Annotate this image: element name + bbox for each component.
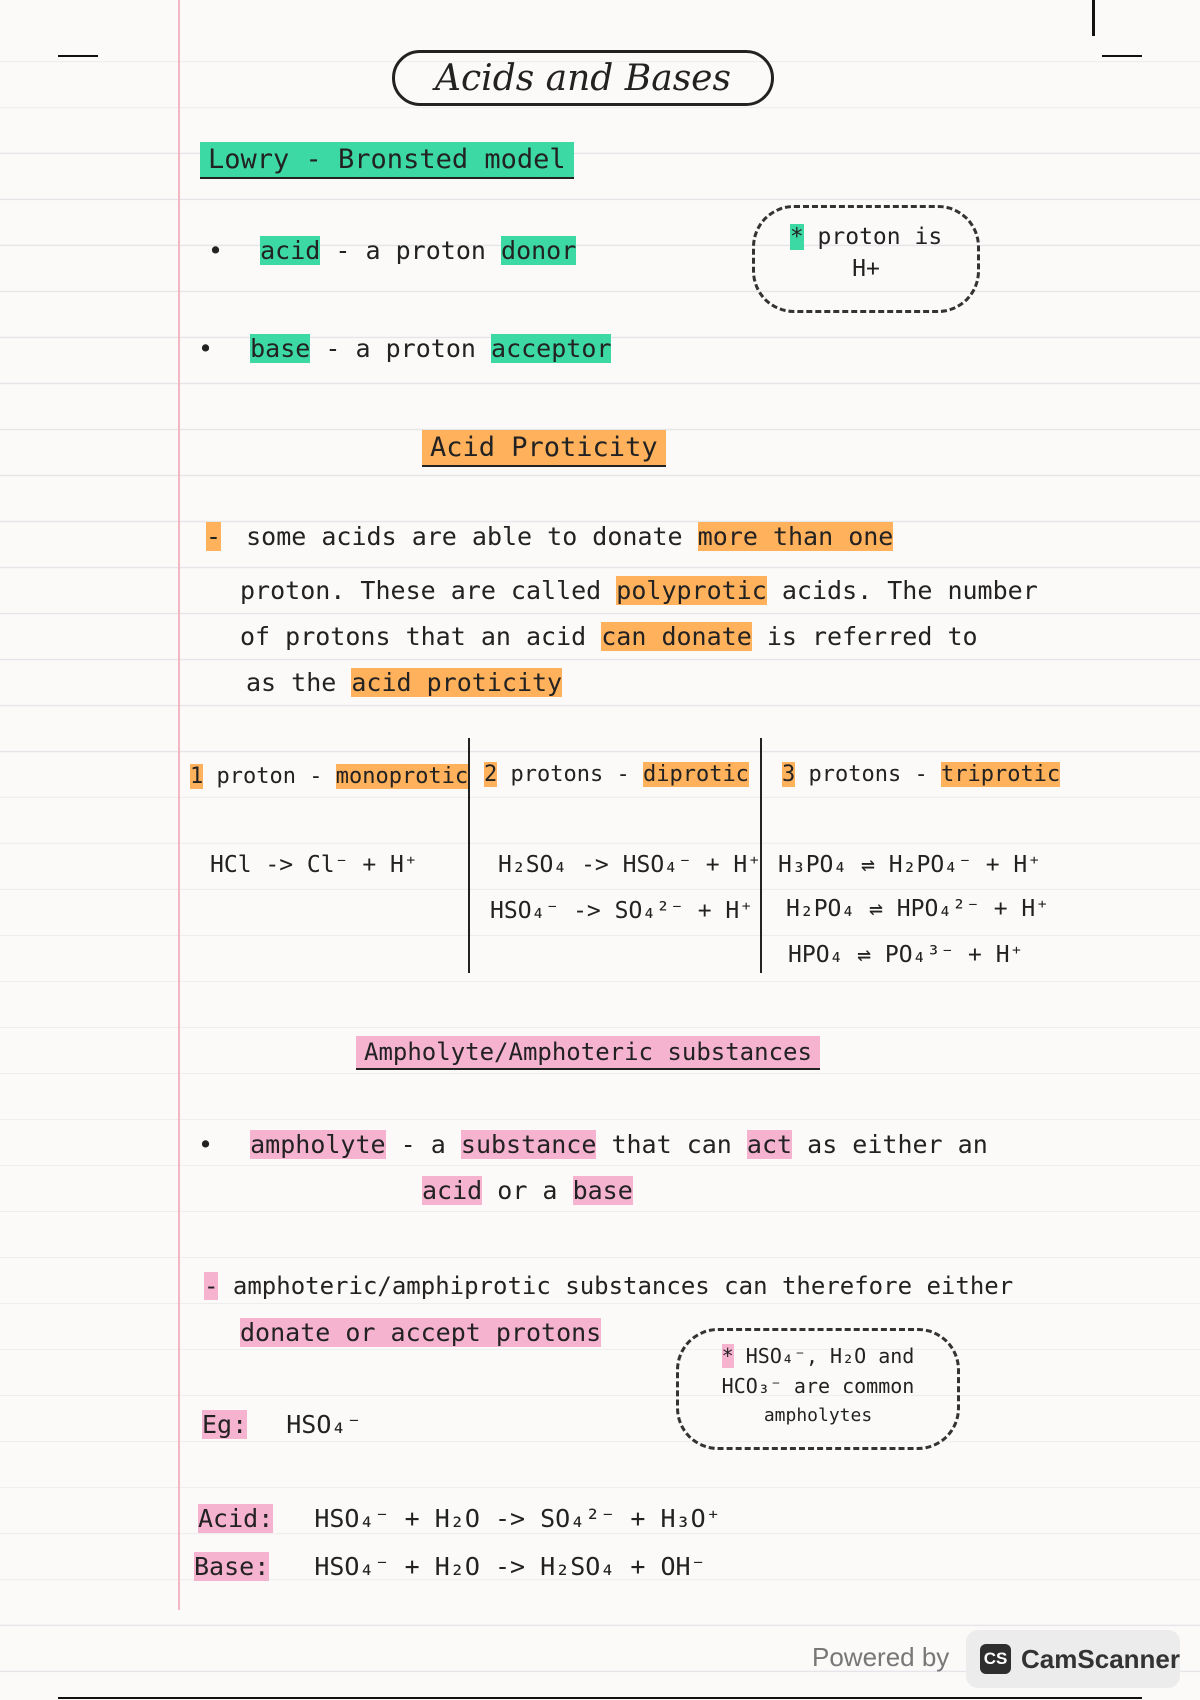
can-donate: can donate	[601, 622, 752, 651]
amphoteric-para-line1: - amphoteric/amphiprotic substances can therefore either	[204, 1272, 1014, 1300]
acid-reaction	[198, 1504, 721, 1533]
star-icon: *	[721, 1344, 734, 1368]
acid-proticity-heading: Acid Proticity	[422, 430, 666, 467]
proticity-para-line1: - some acids are able to donate more than one	[206, 522, 894, 551]
ampholytes-note-line2: HCO₃⁻ are common	[721, 1374, 915, 1398]
camscanner-badge[interactable]	[966, 1630, 1180, 1688]
ampholyte-heading: Ampholyte/Amphoteric substances	[356, 1036, 820, 1070]
proticity-para-line2: proton. These are called polyprotic acids. The number	[240, 576, 1038, 605]
diprotic-equation-2: HSO₄⁻ -> SO₄²⁻ + H⁺	[490, 898, 754, 924]
monoprotic-equation-1: HCl -> Cl⁻ + H⁺	[210, 852, 418, 878]
acid-donor: donor	[501, 236, 577, 265]
example-label: Eg:	[202, 1410, 248, 1439]
example-value: HSO₄⁻	[286, 1410, 362, 1439]
ampholyte-definition: • ampholyte - a substance that can act as either an	[198, 1130, 988, 1159]
amphoteric-para-line2	[240, 1318, 601, 1347]
acid-definition	[208, 236, 576, 265]
example-line	[202, 1410, 361, 1439]
bottom-edge-line	[58, 1697, 1142, 1699]
acid-reaction-label: Acid:	[198, 1504, 274, 1533]
ampholytes-note-line1: * HSO₄⁻, H₂O and	[721, 1344, 915, 1368]
proton-note-line1: * proton is	[789, 224, 943, 250]
act-term: act	[746, 1130, 793, 1159]
acid-word: acid	[422, 1176, 483, 1205]
polyprotic: polyprotic	[616, 576, 767, 605]
base-def-text: a proton	[355, 334, 476, 363]
lowry-bronsted-heading: Lowry - Bronsted model	[200, 142, 574, 179]
edge-mark-right	[1102, 55, 1142, 57]
camscanner-logo-icon: CS	[980, 1644, 1011, 1674]
donate-or-accept: donate or accept protons	[240, 1318, 602, 1347]
ampholytes-note-cloud	[676, 1328, 960, 1450]
star-icon: *	[789, 224, 804, 250]
base-definition	[198, 334, 611, 363]
base-dash: -	[325, 334, 341, 363]
proton-note-line2: H+	[852, 256, 880, 282]
acid-term: acid	[260, 236, 321, 265]
base-reaction-equation: HSO₄⁻ + H₂O -> H₂SO₄ + OH⁻	[314, 1552, 706, 1581]
base-word: base	[572, 1176, 633, 1205]
acid-proticity-term: acid proticity	[351, 668, 563, 697]
edge-mark-top	[1092, 0, 1095, 36]
acid-dash: -	[335, 236, 351, 265]
proticity-para-line4: as the acid proticity	[246, 668, 563, 697]
base-reaction-label: Base:	[194, 1552, 270, 1581]
triprotic-equation-2: H₂PO₄ ⇌ HPO₄²⁻ + H⁺	[786, 896, 1050, 922]
monoprotic-header: 1 proton - monoprotic	[190, 764, 469, 789]
ampholyte-term: ampholyte	[250, 1130, 386, 1159]
table-divider-1	[468, 738, 470, 973]
proticity-para-line3: of protons that an acid can donate is referred to	[240, 622, 978, 651]
more-than-one: more than one	[697, 522, 894, 551]
triprotic-equation-3: HPO₄ ⇌ PO₄³⁻ + H⁺	[788, 942, 1024, 968]
base-reaction	[194, 1552, 706, 1581]
triprotic-header: 3 protons - triprotic	[782, 762, 1061, 787]
edge-mark-left	[58, 55, 98, 57]
para-dash: -	[206, 522, 222, 551]
ampholyte-definition-line2: acid or a base	[422, 1176, 633, 1205]
powered-by-text: Powered by	[812, 1642, 950, 1672]
margin-line	[178, 0, 180, 1610]
camscanner-brand: CamScanner	[1021, 1643, 1180, 1674]
base-acceptor: acceptor	[491, 334, 612, 363]
base-term: base	[250, 334, 311, 363]
triprotic-equation-1: H₃PO₄ ⇌ H₂PO₄⁻ + H⁺	[778, 852, 1042, 878]
acid-reaction-equation: HSO₄⁻ + H₂O -> SO₄²⁻ + H₃O⁺	[314, 1504, 721, 1533]
proton-note-cloud	[752, 205, 980, 313]
acid-def-text: a proton	[365, 236, 486, 265]
page-title: Acids and Bases	[392, 50, 774, 106]
diprotic-header: 2 protons - diprotic	[484, 762, 749, 787]
diprotic-equation-1: H₂SO₄ -> HSO₄⁻ + H⁺	[498, 852, 762, 878]
substance-term: substance	[460, 1130, 597, 1159]
ampholytes-note-line3: ampholytes	[763, 1405, 873, 1426]
